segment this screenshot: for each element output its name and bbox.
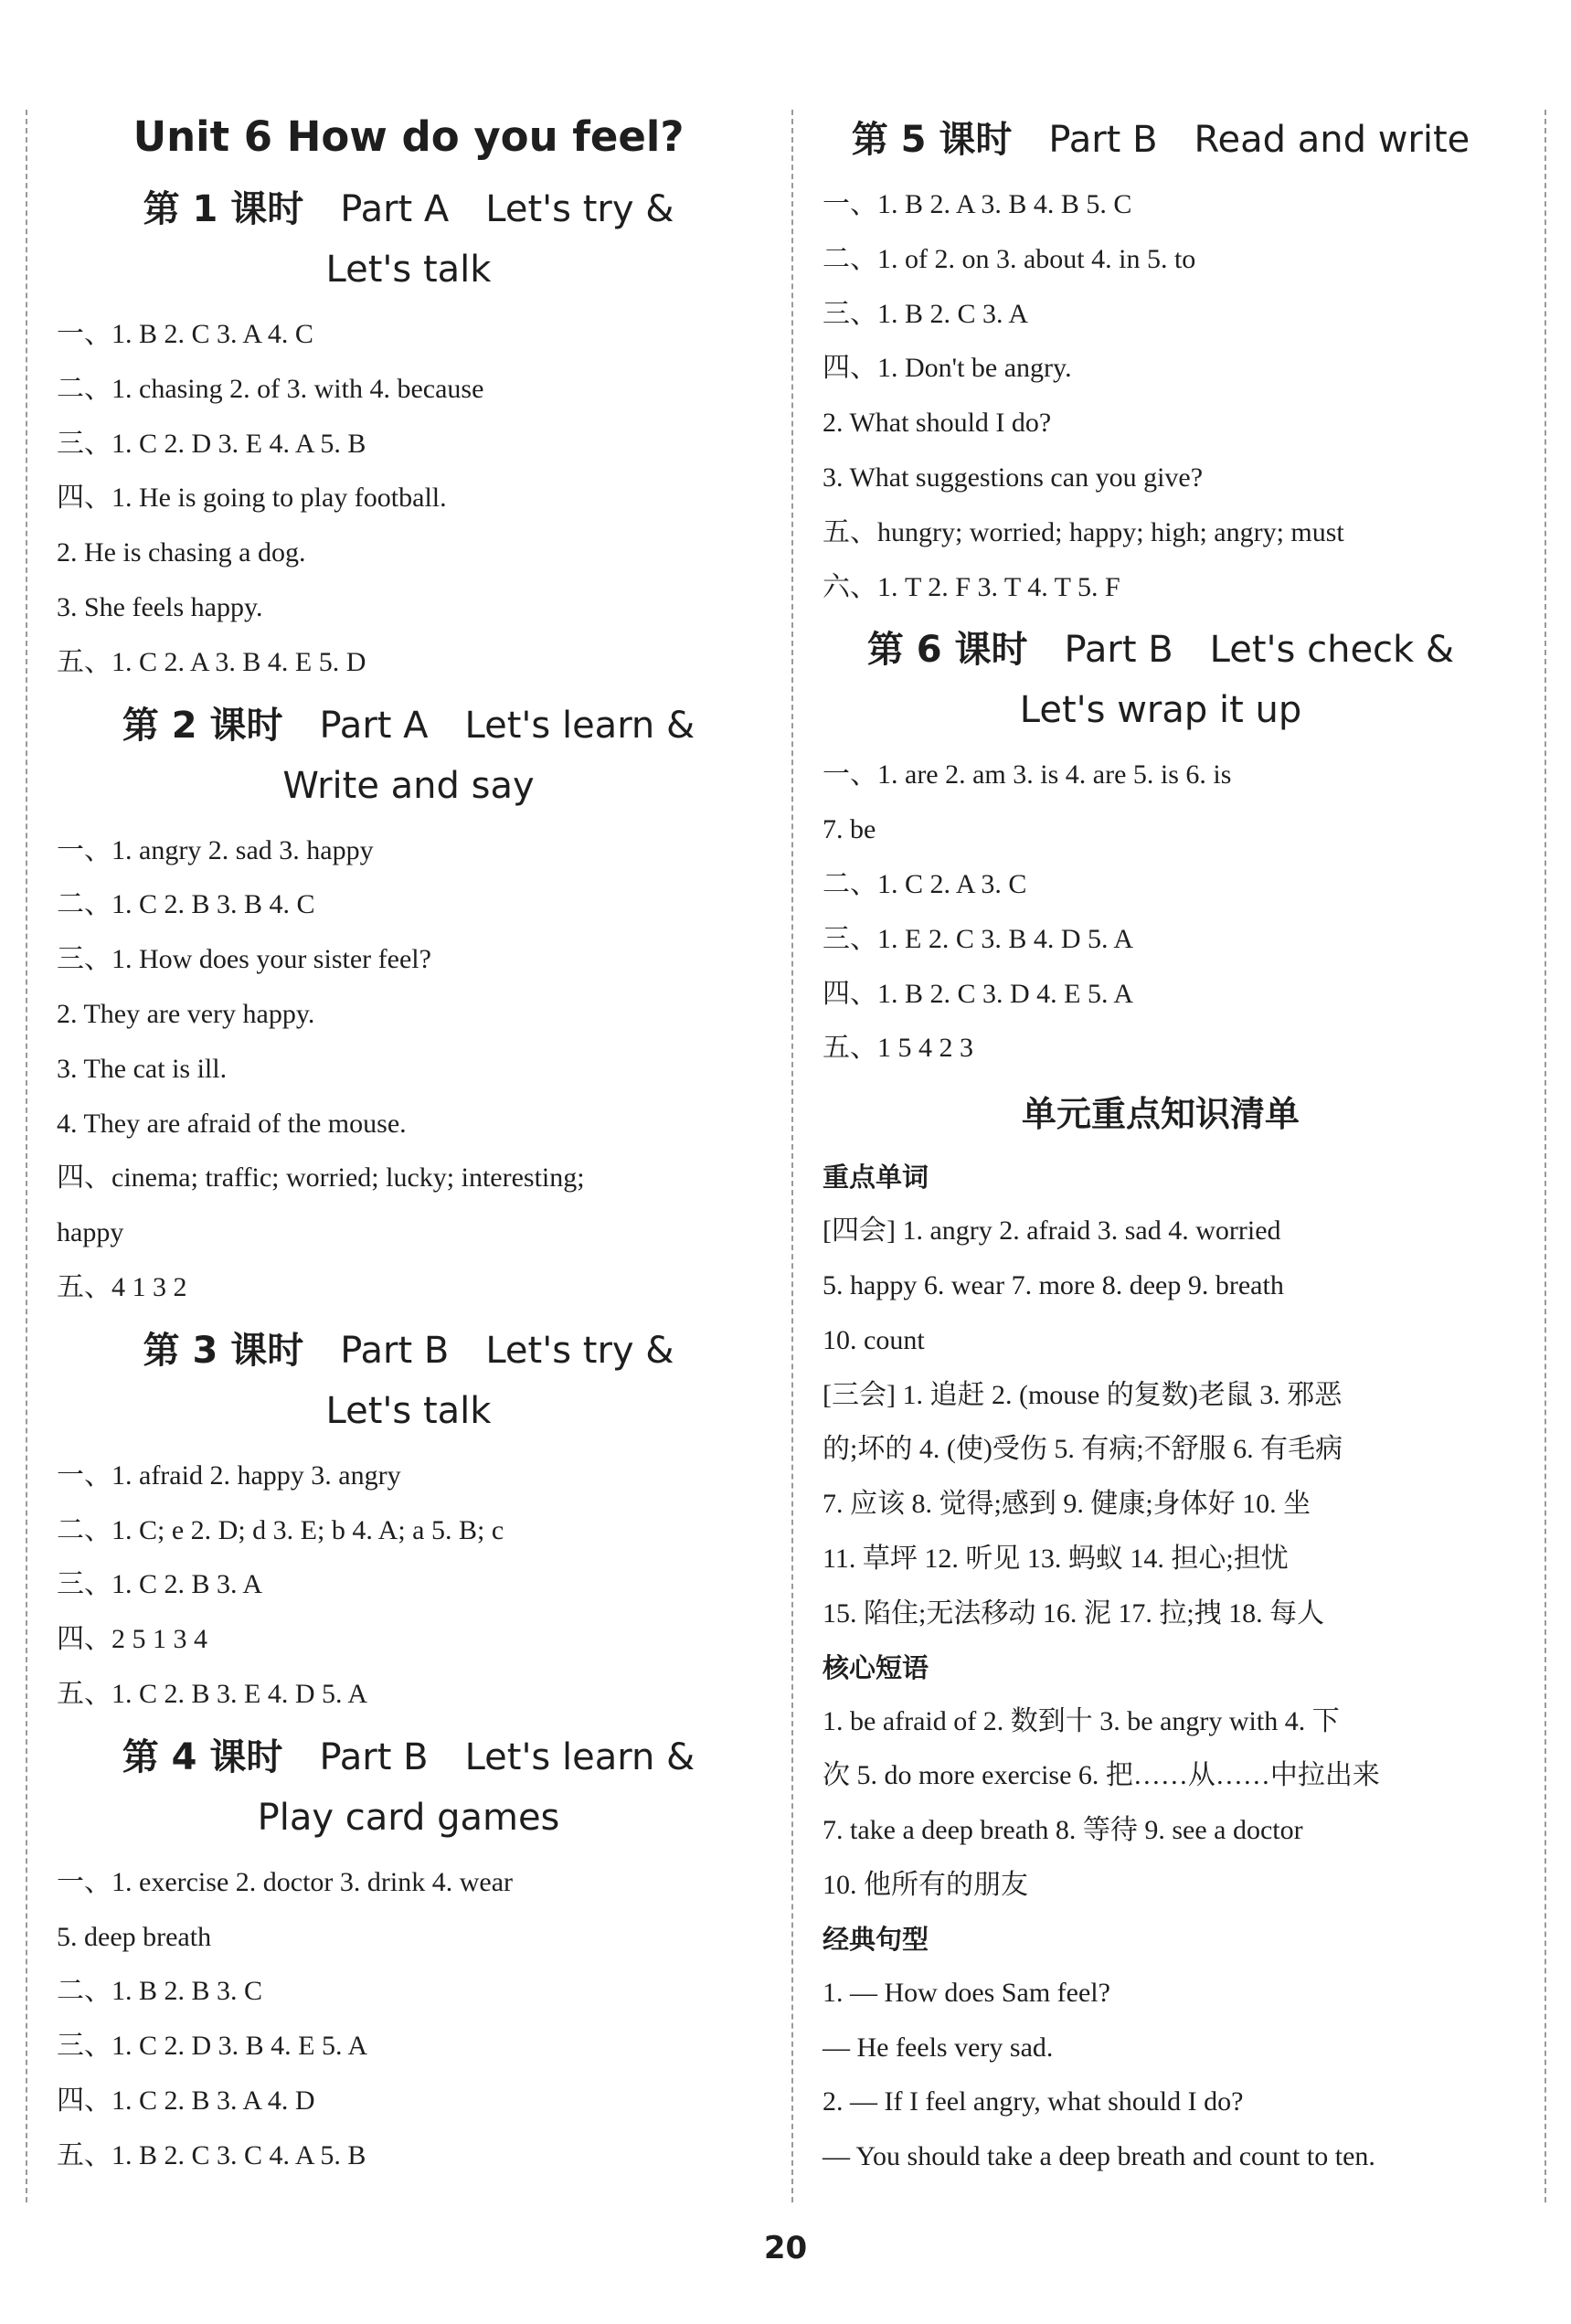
lesson-number: 第 3 课时 — [143, 1329, 304, 1372]
answer-line: 四、1. C 2. B 3. A 4. D — [57, 2085, 315, 2116]
answer-line: 一、1. afraid 2. happy 3. angry — [57, 1459, 401, 1491]
answer-line: 2. What should I do? — [823, 408, 1052, 439]
lesson-number: 第 6 课时 — [866, 629, 1028, 672]
unit-summary — [823, 1079, 1499, 2184]
lesson-title-line1: Let's learn & — [464, 1735, 695, 1778]
answer-line: 四、1. Don't be angry. — [823, 353, 1072, 384]
answer-line: 4. They are afraid of the mouse. — [57, 1108, 407, 1139]
lesson-4 — [57, 1727, 760, 2183]
lesson-number: 第 5 课时 — [851, 119, 1013, 161]
lesson-number: 第 4 课时 — [122, 1735, 283, 1778]
answer-line: 5. deep breath — [57, 1921, 212, 1952]
summary-line: 1. — How does Sam feel? — [823, 1977, 1110, 2008]
lesson-title-line1: Let's learn & — [464, 704, 695, 747]
lesson-title-line1: Let's check & — [1209, 629, 1455, 672]
answer-line: happy — [57, 1217, 124, 1248]
answer-line: 2. He is chasing a dog. — [57, 537, 306, 568]
lesson-heading — [823, 110, 1499, 170]
answer-line: 三、1. How does your sister feel? — [57, 944, 431, 975]
lesson-title-line1: Let's try & — [485, 1329, 674, 1372]
answer-line: 二、1. B 2. B 3. C — [57, 1976, 263, 2007]
summary-line: 1. be afraid of 2. 数到十 3. be angry with 4. 下 — [823, 1705, 1340, 1736]
answer-line: 四、cinema; traffic; worried; lucky; interesting; — [57, 1162, 585, 1194]
answer-line: 一、1. B 2. C 3. A 4. C — [57, 319, 313, 349]
answer-line: 一、1. exercise 2. doctor 3. drink 4. wear — [57, 1866, 514, 1897]
lesson-number: 第 1 课时 — [143, 188, 304, 230]
summary-line: 的;坏的 4. (使)受伤 5. 有病;不舒服 6. 有毛病 — [823, 1434, 1343, 1465]
summary-line: — He feels very sad. — [823, 2032, 1054, 2063]
answer-line: 三、1. C 2. B 3. A — [57, 1569, 263, 1600]
lesson-heading — [823, 620, 1499, 740]
key-words-heading: 重点单词 — [823, 1162, 929, 1194]
lesson-part: Part B — [1048, 119, 1158, 161]
lesson-3 — [57, 1321, 760, 1722]
answer-line: 五、1. C 2. A 3. B 4. E 5. D — [57, 646, 366, 677]
answer-line: 三、1. C 2. D 3. E 4. A 5. B — [57, 428, 366, 459]
answer-line: 三、1. E 2. C 3. B 4. D 5. A — [823, 923, 1134, 954]
answer-line: 二、1. C 2. A 3. C — [823, 868, 1027, 899]
answer-line: 3. She feels happy. — [57, 591, 263, 622]
unit-title: Unit 6 How do you feel? — [133, 112, 685, 161]
lesson-title-line2: Let's talk — [325, 1389, 492, 1432]
lesson-title-line1: Read and write — [1194, 119, 1470, 161]
summary-line: 11. 草坪 12. 听见 13. 蚂蚁 14. 担心;担忧 — [823, 1543, 1289, 1574]
lesson-title-line1: Let's try & — [485, 188, 674, 230]
answer-line: 四、1. He is going to play football. — [57, 483, 447, 514]
summary-line: 7. take a deep breath 8. 等待 9. see a doctor — [823, 1815, 1303, 1846]
summary-line: 10. count — [823, 1324, 925, 1355]
summary-line: — You should take a deep breath and count to ten. — [823, 2141, 1375, 2172]
summary-line: 15. 陷住;无法移动 16. 泥 17. 拉;拽 18. 每人 — [823, 1597, 1325, 1629]
summary-line: 次 5. do more exercise 6. 把……从……中拉出来 — [823, 1760, 1380, 1791]
summary-line: 7. 应该 8. 觉得;感到 9. 健康;身体好 10. 坐 — [823, 1489, 1311, 1520]
page-number: 20 — [763, 2230, 808, 2266]
column-divider — [791, 110, 793, 2202]
lesson-number: 第 2 课时 — [122, 704, 283, 747]
lesson-1 — [57, 179, 760, 690]
answer-line: 一、1. angry 2. sad 3. happy — [57, 834, 374, 865]
lesson-heading — [57, 695, 760, 816]
answer-line: 五、1. C 2. B 3. E 4. D 5. A — [57, 1678, 368, 1709]
left-column — [57, 101, 760, 2183]
lesson-5 — [823, 110, 1499, 614]
key-sentences-heading: 经典句型 — [823, 1923, 929, 1955]
answer-line: 一、1. B 2. A 3. B 4. B 5. C — [823, 189, 1132, 219]
summary-line: 10. 他所有的朋友 — [823, 1869, 1028, 1900]
answer-line: 3. The cat is ill. — [57, 1053, 228, 1084]
summary-title: 单元重点知识清单 — [1021, 1094, 1300, 1135]
lesson-title-line2: Write and say — [282, 764, 535, 807]
answer-line: 3. What suggestions can you give? — [823, 462, 1204, 493]
lesson-part: Part A — [340, 188, 450, 230]
lesson-part: Part B — [340, 1329, 450, 1372]
answer-line: 五、1 5 4 2 3 — [823, 1033, 973, 1064]
answer-line: 三、1. B 2. C 3. A — [823, 298, 1029, 329]
lesson-heading — [57, 179, 760, 300]
summary-line: 2. — If I feel angry, what should I do? — [823, 2086, 1244, 2117]
summary-line: 5. happy 6. wear 7. more 8. deep 9. breath — [823, 1269, 1284, 1300]
answer-line: 五、4 1 3 2 — [57, 1271, 187, 1302]
answer-line: 二、1. of 2. on 3. about 4. in 5. to — [823, 243, 1196, 274]
answer-line: 7. be — [823, 814, 876, 845]
lesson-2 — [57, 695, 760, 1315]
answer-line: 三、1. C 2. D 3. B 4. E 5. A — [57, 2031, 368, 2062]
lesson-part: Part B — [1064, 629, 1173, 672]
lesson-heading — [57, 1321, 760, 1441]
answer-line: 二、1. C; e 2. D; d 3. E; b 4. A; a 5. B; c — [57, 1514, 504, 1545]
answer-line: 二、1. C 2. B 3. B 4. C — [57, 889, 315, 920]
lesson-part: Part B — [319, 1735, 429, 1778]
answer-line: 2. They are very happy. — [57, 998, 315, 1029]
lesson-6 — [823, 620, 1499, 1076]
summary-line: [三会] 1. 追赶 2. (mouse 的复数)老鼠 3. 邪恶 — [823, 1379, 1343, 1410]
left-margin-rule — [26, 110, 27, 2202]
right-column — [823, 101, 1499, 2184]
key-phrases-heading: 核心短语 — [823, 1651, 929, 1683]
answer-line: 五、1. B 2. C 3. C 4. A 5. B — [57, 2139, 366, 2170]
lesson-heading — [57, 1727, 760, 1848]
answer-line: 四、2 5 1 3 4 — [57, 1624, 207, 1655]
answer-line: 二、1. chasing 2. of 3. with 4. because — [57, 373, 484, 404]
answer-line: 一、1. are 2. am 3. is 4. are 5. is 6. is — [823, 759, 1232, 791]
answer-line: 五、hungry; worried; happy; high; angry; must — [823, 516, 1344, 547]
lesson-title-line2: Let's talk — [325, 249, 492, 291]
answer-line: 六、1. T 2. F 3. T 4. T 5. F — [823, 571, 1120, 602]
summary-line: [四会] 1. angry 2. afraid 3. sad 4. worried — [823, 1215, 1281, 1247]
lesson-part: Part A — [319, 704, 429, 747]
right-margin-rule — [1544, 110, 1546, 2202]
lesson-title-line2: Let's wrap it up — [1019, 689, 1302, 732]
lesson-title-line2: Play card games — [257, 1796, 560, 1839]
answer-line: 四、1. B 2. C 3. D 4. E 5. A — [823, 978, 1134, 1009]
